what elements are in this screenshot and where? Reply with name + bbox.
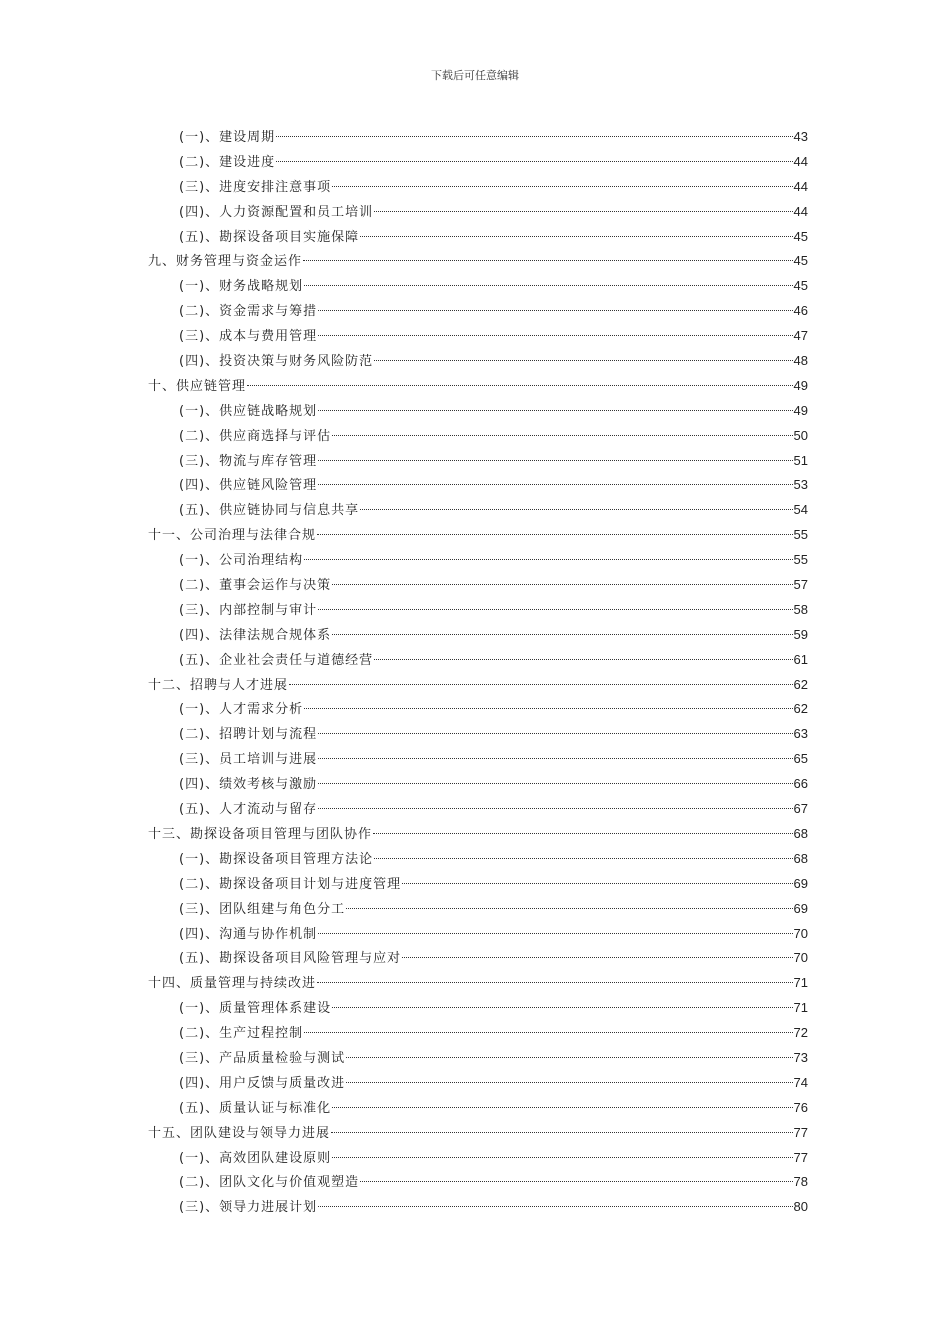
toc-page-number: 45 — [793, 228, 808, 244]
toc-page-number: 49 — [793, 377, 808, 393]
toc-section-entry[interactable] — [148, 498, 808, 523]
toc-entry-title: (四)、投资决策与财务风险防范 — [179, 354, 374, 370]
toc-section-entry[interactable] — [148, 1096, 808, 1121]
toc-dot-leader — [317, 982, 793, 983]
toc-section-entry[interactable] — [148, 175, 808, 200]
toc-entry-title: 十二、招聘与人才进展 — [148, 677, 289, 693]
toc-dot-leader — [332, 1007, 792, 1008]
toc-entry-title: (三)、成本与费用管理 — [179, 329, 318, 345]
toc-dot-leader — [318, 783, 792, 784]
toc-entry-title: (四)、用户反馈与质量改进 — [179, 1075, 346, 1091]
toc-dot-leader — [318, 484, 792, 485]
toc-dot-leader — [318, 1206, 792, 1207]
toc-page-number: 47 — [793, 328, 808, 344]
toc-dot-leader — [276, 161, 792, 162]
toc-page-number: 78 — [793, 1174, 808, 1190]
toc-section-entry[interactable] — [148, 150, 808, 175]
toc-entry-title: 十一、公司治理与法律合规 — [148, 528, 317, 544]
toc-page-number: 57 — [793, 577, 808, 593]
toc-entry-title: (一)、人才需求分析 — [179, 702, 304, 718]
page-header: 下载后可任意编辑 — [431, 69, 519, 82]
toc-dot-leader — [332, 435, 792, 436]
toc-dot-leader — [346, 1057, 792, 1058]
toc-section-entry[interactable] — [148, 1146, 808, 1171]
toc-section-entry[interactable] — [148, 1046, 808, 1071]
toc-section-entry[interactable] — [148, 349, 808, 374]
toc-section-entry[interactable] — [148, 125, 808, 150]
toc-entry-title: (三)、员工培训与进展 — [179, 752, 318, 768]
toc-entry-title: (五)、勘探设备项目实施保障 — [179, 229, 360, 245]
toc-entry-title: (五)、质量认证与标准化 — [179, 1100, 332, 1116]
toc-section-entry[interactable] — [148, 1071, 808, 1096]
toc-entry-title: (三)、领导力进展计划 — [179, 1200, 318, 1216]
toc-section-entry[interactable] — [148, 299, 808, 324]
toc-entry-title: (五)、企业社会责任与道德经营 — [179, 652, 374, 668]
toc-dot-leader — [360, 236, 792, 237]
toc-page-number: 45 — [793, 278, 808, 294]
toc-entry-title: (二)、供应商选择与评估 — [179, 428, 332, 444]
toc-dot-leader — [318, 933, 792, 934]
toc-entry-title: (二)、资金需求与筹措 — [179, 304, 318, 320]
toc-entry-title: (四)、供应链风险管理 — [179, 478, 318, 494]
toc-page-number: 69 — [793, 900, 808, 916]
toc-section-entry[interactable] — [148, 399, 808, 424]
toc-dot-leader — [318, 808, 792, 809]
toc-page-number: 59 — [793, 626, 808, 642]
toc-page-number: 66 — [793, 776, 808, 792]
toc-dot-leader — [318, 758, 792, 759]
toc-section-entry[interactable] — [148, 897, 808, 922]
toc-dot-leader — [374, 858, 792, 859]
toc-page-number: 49 — [793, 402, 808, 418]
toc-page-number: 71 — [793, 975, 808, 991]
toc-page-number: 80 — [793, 1199, 808, 1215]
toc-page-number: 73 — [793, 1049, 808, 1065]
toc-entry-title: (五)、供应链协同与信息共享 — [179, 503, 360, 519]
toc-page-number: 44 — [793, 178, 808, 194]
toc-dot-leader — [346, 908, 792, 909]
toc-section-entry[interactable] — [148, 424, 808, 449]
toc-page-number: 55 — [793, 552, 808, 568]
toc-entry-title: (三)、产品质量检验与测试 — [179, 1050, 346, 1066]
toc-dot-leader — [304, 1032, 792, 1033]
toc-entry-title: (二)、生产过程控制 — [179, 1026, 304, 1042]
toc-section-entry[interactable] — [148, 847, 808, 872]
toc-dot-leader — [318, 310, 792, 311]
toc-page-number: 70 — [793, 925, 808, 941]
toc-dot-leader — [346, 1082, 792, 1083]
toc-page-number: 68 — [793, 825, 808, 841]
toc-dot-leader — [332, 584, 792, 585]
toc-section-entry[interactable] — [148, 598, 808, 623]
toc-page-number: 51 — [793, 452, 808, 468]
toc-page-number: 55 — [793, 527, 808, 543]
toc-entry-title: (二)、勘探设备项目计划与进度管理 — [179, 876, 402, 892]
toc-entry-title: 九、财务管理与资金运作 — [148, 254, 303, 270]
toc-page-number: 50 — [793, 427, 808, 443]
toc-section-entry[interactable] — [148, 623, 808, 648]
toc-dot-leader — [276, 136, 792, 137]
toc-entry-title: 十四、质量管理与持续改进 — [148, 976, 317, 992]
toc-chapter-entry[interactable] — [148, 822, 808, 847]
toc-section-entry[interactable] — [148, 573, 808, 598]
toc-page-number: 77 — [793, 1124, 808, 1140]
toc-entry-title: (四)、沟通与协作机制 — [179, 926, 318, 942]
toc-chapter-entry[interactable] — [148, 673, 808, 698]
toc-dot-leader — [304, 708, 792, 709]
toc-dot-leader — [360, 509, 792, 510]
table-of-contents — [148, 125, 808, 1220]
toc-entry-title: (三)、物流与库存管理 — [179, 453, 318, 469]
toc-page-number: 44 — [793, 203, 808, 219]
toc-entry-title: 十、供应链管理 — [148, 378, 247, 394]
toc-page-number: 62 — [793, 676, 808, 692]
toc-page-number: 58 — [793, 601, 808, 617]
toc-section-entry[interactable] — [148, 996, 808, 1021]
toc-section-entry[interactable] — [148, 225, 808, 250]
toc-entry-title: (一)、高效团队建设原则 — [179, 1150, 332, 1166]
toc-page-number: 69 — [793, 875, 808, 891]
toc-page-number: 48 — [793, 353, 808, 369]
toc-entry-title: 十五、团队建设与领导力进展 — [148, 1125, 331, 1141]
toc-dot-leader — [318, 609, 792, 610]
toc-chapter-entry[interactable] — [148, 374, 808, 399]
toc-section-entry[interactable] — [148, 747, 808, 772]
toc-dot-leader — [332, 634, 792, 635]
toc-section-entry[interactable] — [148, 200, 808, 225]
toc-page-number: 53 — [793, 477, 808, 493]
toc-dot-leader — [374, 360, 792, 361]
toc-entry-title: (一)、建设周期 — [179, 130, 276, 145]
toc-dot-leader — [332, 1157, 792, 1158]
toc-dot-leader — [318, 733, 792, 734]
toc-dot-leader — [317, 534, 793, 535]
toc-section-entry[interactable] — [148, 722, 808, 747]
toc-entry-title: (三)、团队组建与角色分工 — [179, 901, 346, 917]
toc-entry-title: (一)、质量管理体系建设 — [179, 1001, 332, 1017]
toc-chapter-entry[interactable] — [148, 523, 808, 548]
toc-page-number: 77 — [793, 1149, 808, 1165]
toc-entry-title: (五)、人才流动与留存 — [179, 802, 318, 818]
toc-dot-leader — [332, 186, 792, 187]
toc-section-entry[interactable] — [148, 473, 808, 498]
toc-dot-leader — [318, 335, 792, 336]
toc-section-entry[interactable] — [148, 274, 808, 299]
toc-section-entry[interactable] — [148, 797, 808, 822]
toc-page-number: 46 — [793, 303, 808, 319]
toc-entry-title: (四)、人力资源配置和员工培训 — [179, 204, 374, 220]
toc-page-number: 76 — [793, 1099, 808, 1115]
toc-chapter-entry[interactable] — [148, 971, 808, 996]
toc-page-number: 44 — [793, 153, 808, 169]
toc-entry-title: (一)、勘探设备项目管理方法论 — [179, 851, 374, 867]
toc-section-entry[interactable] — [148, 922, 808, 947]
toc-page-number: 67 — [793, 801, 808, 817]
toc-section-entry[interactable] — [148, 772, 808, 797]
toc-section-entry[interactable] — [148, 324, 808, 349]
toc-dot-leader — [303, 260, 793, 261]
toc-entry-title: (二)、招聘计划与流程 — [179, 727, 318, 743]
toc-page-number: 45 — [793, 253, 808, 269]
toc-dot-leader — [304, 559, 792, 560]
toc-entry-title: (一)、财务战略规划 — [179, 279, 304, 295]
toc-dot-leader — [318, 460, 792, 461]
toc-dot-leader — [402, 957, 792, 958]
toc-entry-title: (四)、绩效考核与激励 — [179, 777, 318, 793]
toc-page-number: 65 — [793, 751, 808, 767]
toc-section-entry[interactable] — [148, 946, 808, 971]
toc-page-number: 54 — [793, 502, 808, 518]
toc-entry-title: (二)、董事会运作与决策 — [179, 578, 332, 594]
toc-dot-leader — [360, 1181, 792, 1182]
toc-page-number: 68 — [793, 850, 808, 866]
toc-page-number: 61 — [793, 651, 808, 667]
toc-entry-title: 十三、勘探设备项目管理与团队协作 — [148, 826, 373, 842]
toc-section-entry[interactable] — [148, 1195, 808, 1220]
toc-dot-leader — [402, 883, 792, 884]
toc-dot-leader — [374, 659, 792, 660]
toc-dot-leader — [289, 684, 793, 685]
toc-section-entry[interactable] — [148, 449, 808, 474]
toc-entry-title: (二)、团队文化与价值观塑造 — [179, 1175, 360, 1191]
toc-page-number: 72 — [793, 1025, 808, 1041]
toc-section-entry[interactable] — [148, 697, 808, 722]
toc-dot-leader — [374, 211, 792, 212]
toc-section-entry[interactable] — [148, 872, 808, 897]
toc-entry-title: (三)、内部控制与审计 — [179, 602, 318, 618]
toc-dot-leader — [304, 285, 792, 286]
toc-chapter-entry[interactable] — [148, 1121, 808, 1146]
toc-page-number: 70 — [793, 950, 808, 966]
toc-entry-title: (五)、勘探设备项目风险管理与应对 — [179, 951, 402, 967]
toc-section-entry[interactable] — [148, 548, 808, 573]
toc-dot-leader — [332, 1107, 792, 1108]
toc-entry-title: (四)、法律法规合规体系 — [179, 627, 332, 643]
toc-entry-title: (三)、进度安排注意事项 — [179, 179, 332, 195]
toc-dot-leader — [331, 1132, 793, 1133]
toc-entry-title: (二)、建设进度 — [179, 154, 276, 170]
toc-page-number: 71 — [793, 1000, 808, 1016]
toc-page-number: 63 — [793, 726, 808, 742]
toc-section-entry[interactable] — [148, 648, 808, 673]
toc-page-number: 62 — [793, 701, 808, 717]
toc-page-number: 43 — [793, 129, 808, 144]
toc-page-number: 74 — [793, 1074, 808, 1090]
toc-dot-leader — [247, 385, 793, 386]
toc-section-entry[interactable] — [148, 1021, 808, 1046]
toc-entry-title: (一)、供应链战略规划 — [179, 403, 318, 419]
toc-dot-leader — [318, 410, 792, 411]
toc-entry-title: (一)、公司治理结构 — [179, 553, 304, 569]
toc-chapter-entry[interactable] — [148, 249, 808, 274]
toc-section-entry[interactable] — [148, 1170, 808, 1195]
toc-dot-leader — [373, 833, 793, 834]
